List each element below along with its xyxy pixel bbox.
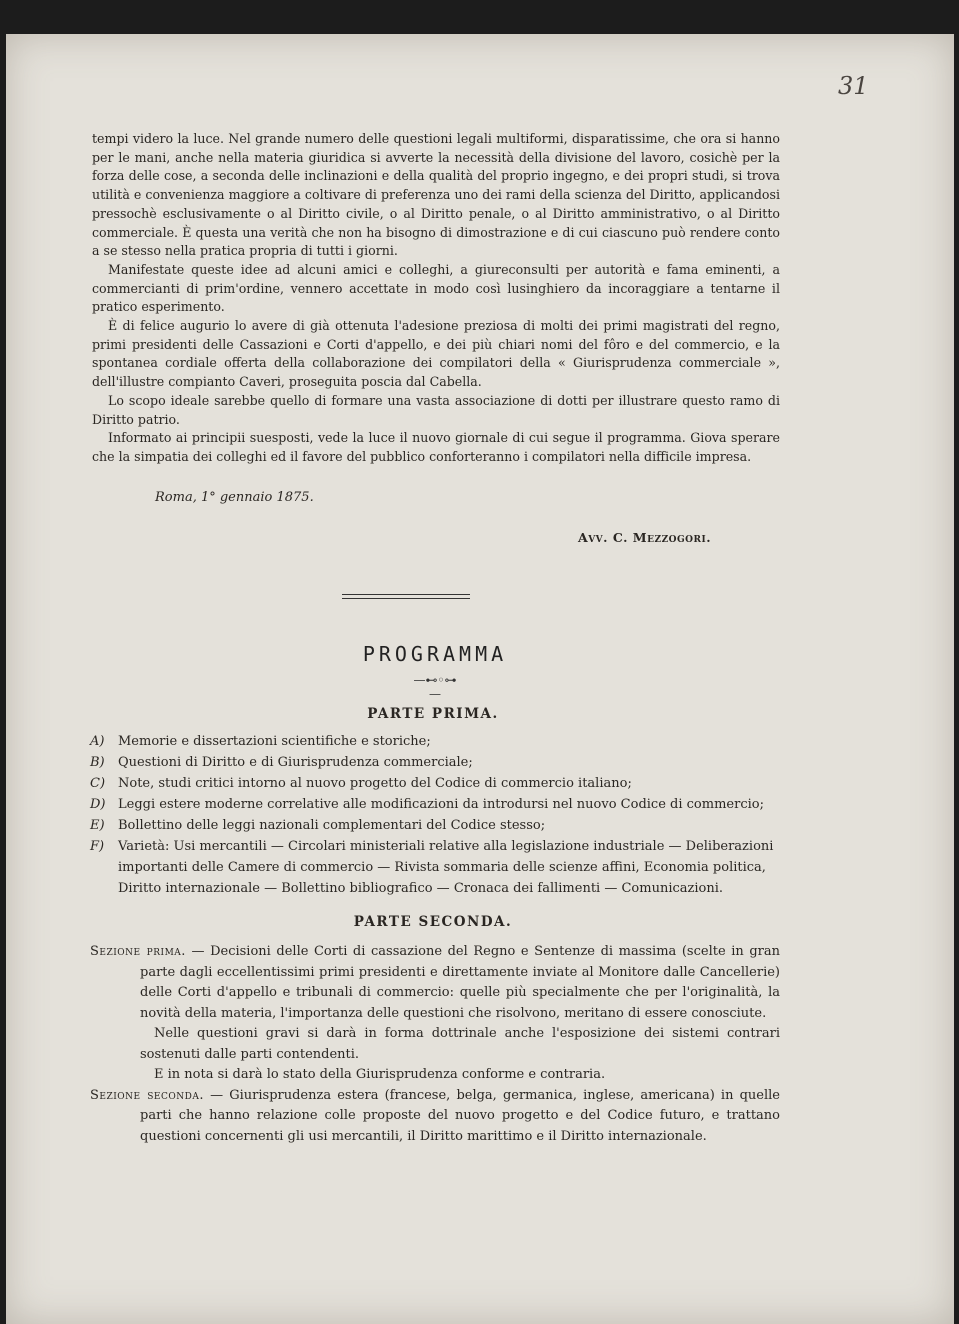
intro-paragraph: Informato ai principii suesposti, vede la luce il nuovo giornale di cui segue il programma. Giova sperare che la simpatia dei colleghi ed il favore del pubblico conforteranno i compilatori nella difficile impresa. <box>92 430 780 464</box>
item-marker: B) <box>90 755 105 770</box>
item-marker: A) <box>90 734 105 749</box>
list-item <box>90 836 780 899</box>
intro-paragraph: Manifestate queste idee ad alcuni amici e colleghi, a giureconsulti per autorità e fama eminenti, a commercianti di prim'ordine, vennero accettate in modo così lusinghiero da incoraggiare a tentarne il pratico esperimento. <box>92 261 780 315</box>
item-text: Leggi estere moderne correlative alle modificazioni da introdursi nel nuovo Codice di commercio; <box>118 797 764 812</box>
sezione-prima-text: — Decisioni delle Corti di cassazione del Regno e Sentenze di massima (scelte in gran parte dagli eccellentissimi primi presidenti e direttamente inviate al Monitore dalle Cancellerie) delle Corti d'appello e tribunali di commercio: quelle più specialmente che per l'originalità, la novità della materia, l'importanza delle questioni che risolvono, meritano di essere conosciute. <box>140 944 780 1021</box>
sezione-seconda-label: Sezione seconda. <box>90 1087 204 1103</box>
parte-prima-list <box>90 731 780 899</box>
item-marker: D) <box>90 797 106 812</box>
dateline: Roma, 1° gennaio 1875. <box>155 490 314 505</box>
list-item <box>90 752 780 773</box>
item-marker: F) <box>90 839 105 854</box>
intro-paragraph: tempi videro la luce. Nel grande numero delle questioni legali multiformi, disparatissime, che ora si hanno per le mani, anche nella materia giuridica si avverte la necessità della divisione del lavoro, cosichè per la forza delle cose, a seconda delle inclinazioni e della qualità del proprio ingegno, e dei propri studi, si trova utilità e convenienza maggiore a coltivare di preferenza uno dei rami della scienza del Diritto, applicandosi pressochè esclusivamente o al Diritto civile, o al Diritto penale, o al Diritto amministrativo, o al Diritto commerciale. È questa una verità che non ha bisogno di dimostrazione e di cui ciascuno può rendere conto a se stesso nella pratica propria di tutti i giorni. <box>92 131 780 259</box>
sezione-prima <box>90 942 780 1024</box>
item-text: Note, studi critici intorno al nuovo progetto del Codice di commercio italiano; <box>118 776 632 791</box>
list-item <box>90 773 780 794</box>
intro-paragraph: Lo scopo ideale sarebbe quello di formare una vasta associazione di dotti per illustrare questo ramo di Diritto patrio. <box>92 392 780 427</box>
signature: Avv. C. Mezzogori. <box>578 530 712 545</box>
item-marker: E) <box>90 818 105 833</box>
item-text: Bollettino delle leggi nazionali complementari del Codice stesso; <box>118 818 546 833</box>
intro-paragraph: È di felice augurio lo avere di già ottenuta l'adesione preziosa di molti dei primi magistrati del regno, primi presidenti delle Cassazioni e Corti d'appello, e dei più chiari nomi del fôro e del commercio, e la spontanea cordiale offerta della collaborazione dei compilatori della « Giurisprudenza commerciale », dell'illustre compianto Caveri, proseguita poscia dal Cabella. <box>92 318 780 390</box>
sezione-seconda <box>90 1086 780 1148</box>
sezione-prima-note: E in nota si darà lo stato della Giurisprudenza conforme e contraria. <box>154 1067 606 1082</box>
ornament-divider: —⊷◦⊶— <box>413 673 457 701</box>
parte-seconda-heading: PARTE SECONDA. <box>353 914 513 930</box>
parte-prima-heading: PARTE PRIMA. <box>367 706 499 722</box>
sezione-prima-note: Nelle questioni gravi si darà in forma dottrinale anche l'esposizione dei sistemi contrari sostenuti dalle parti contendenti. <box>140 1026 780 1062</box>
item-text: Memorie e dissertazioni scientifiche e storiche; <box>118 734 431 749</box>
intro-text <box>92 130 780 467</box>
page-number: 31 <box>838 72 869 100</box>
sezione-prima-label: Sezione prima. <box>90 944 186 959</box>
item-text: Varietà: Usi mercantili — Circolari ministeriali relative alla legislazione industriale — Deliberazioni importanti delle Camere di commercio — Rivista sommaria delle scienze affini, Economia politica, Diritto internazionale — Bollettino bibliografico — Cronaca dei fallimenti — Comunicazioni. <box>118 839 774 896</box>
list-item <box>90 815 780 836</box>
sezione-seconda-text: — Giurisprudenza estera (francese, belga, germanica, inglese, americana) in quelle parti che hanno relazione colle proposte del nuovo progetto e del Codice futuro, e trattano questioni concernenti gli usi mercantili, il Diritto marittimo e il Diritto internazionale. <box>140 1087 780 1144</box>
item-text: Questioni di Diritto e di Giurisprudenza commerciale; <box>118 755 473 770</box>
parte-seconda-sections <box>90 942 780 1147</box>
item-marker: C) <box>90 776 106 791</box>
programma-title: PROGRAMMA <box>362 642 508 666</box>
divider-rule <box>342 594 470 595</box>
divider-rule <box>342 598 470 599</box>
list-item <box>90 794 780 815</box>
list-item <box>90 731 780 752</box>
